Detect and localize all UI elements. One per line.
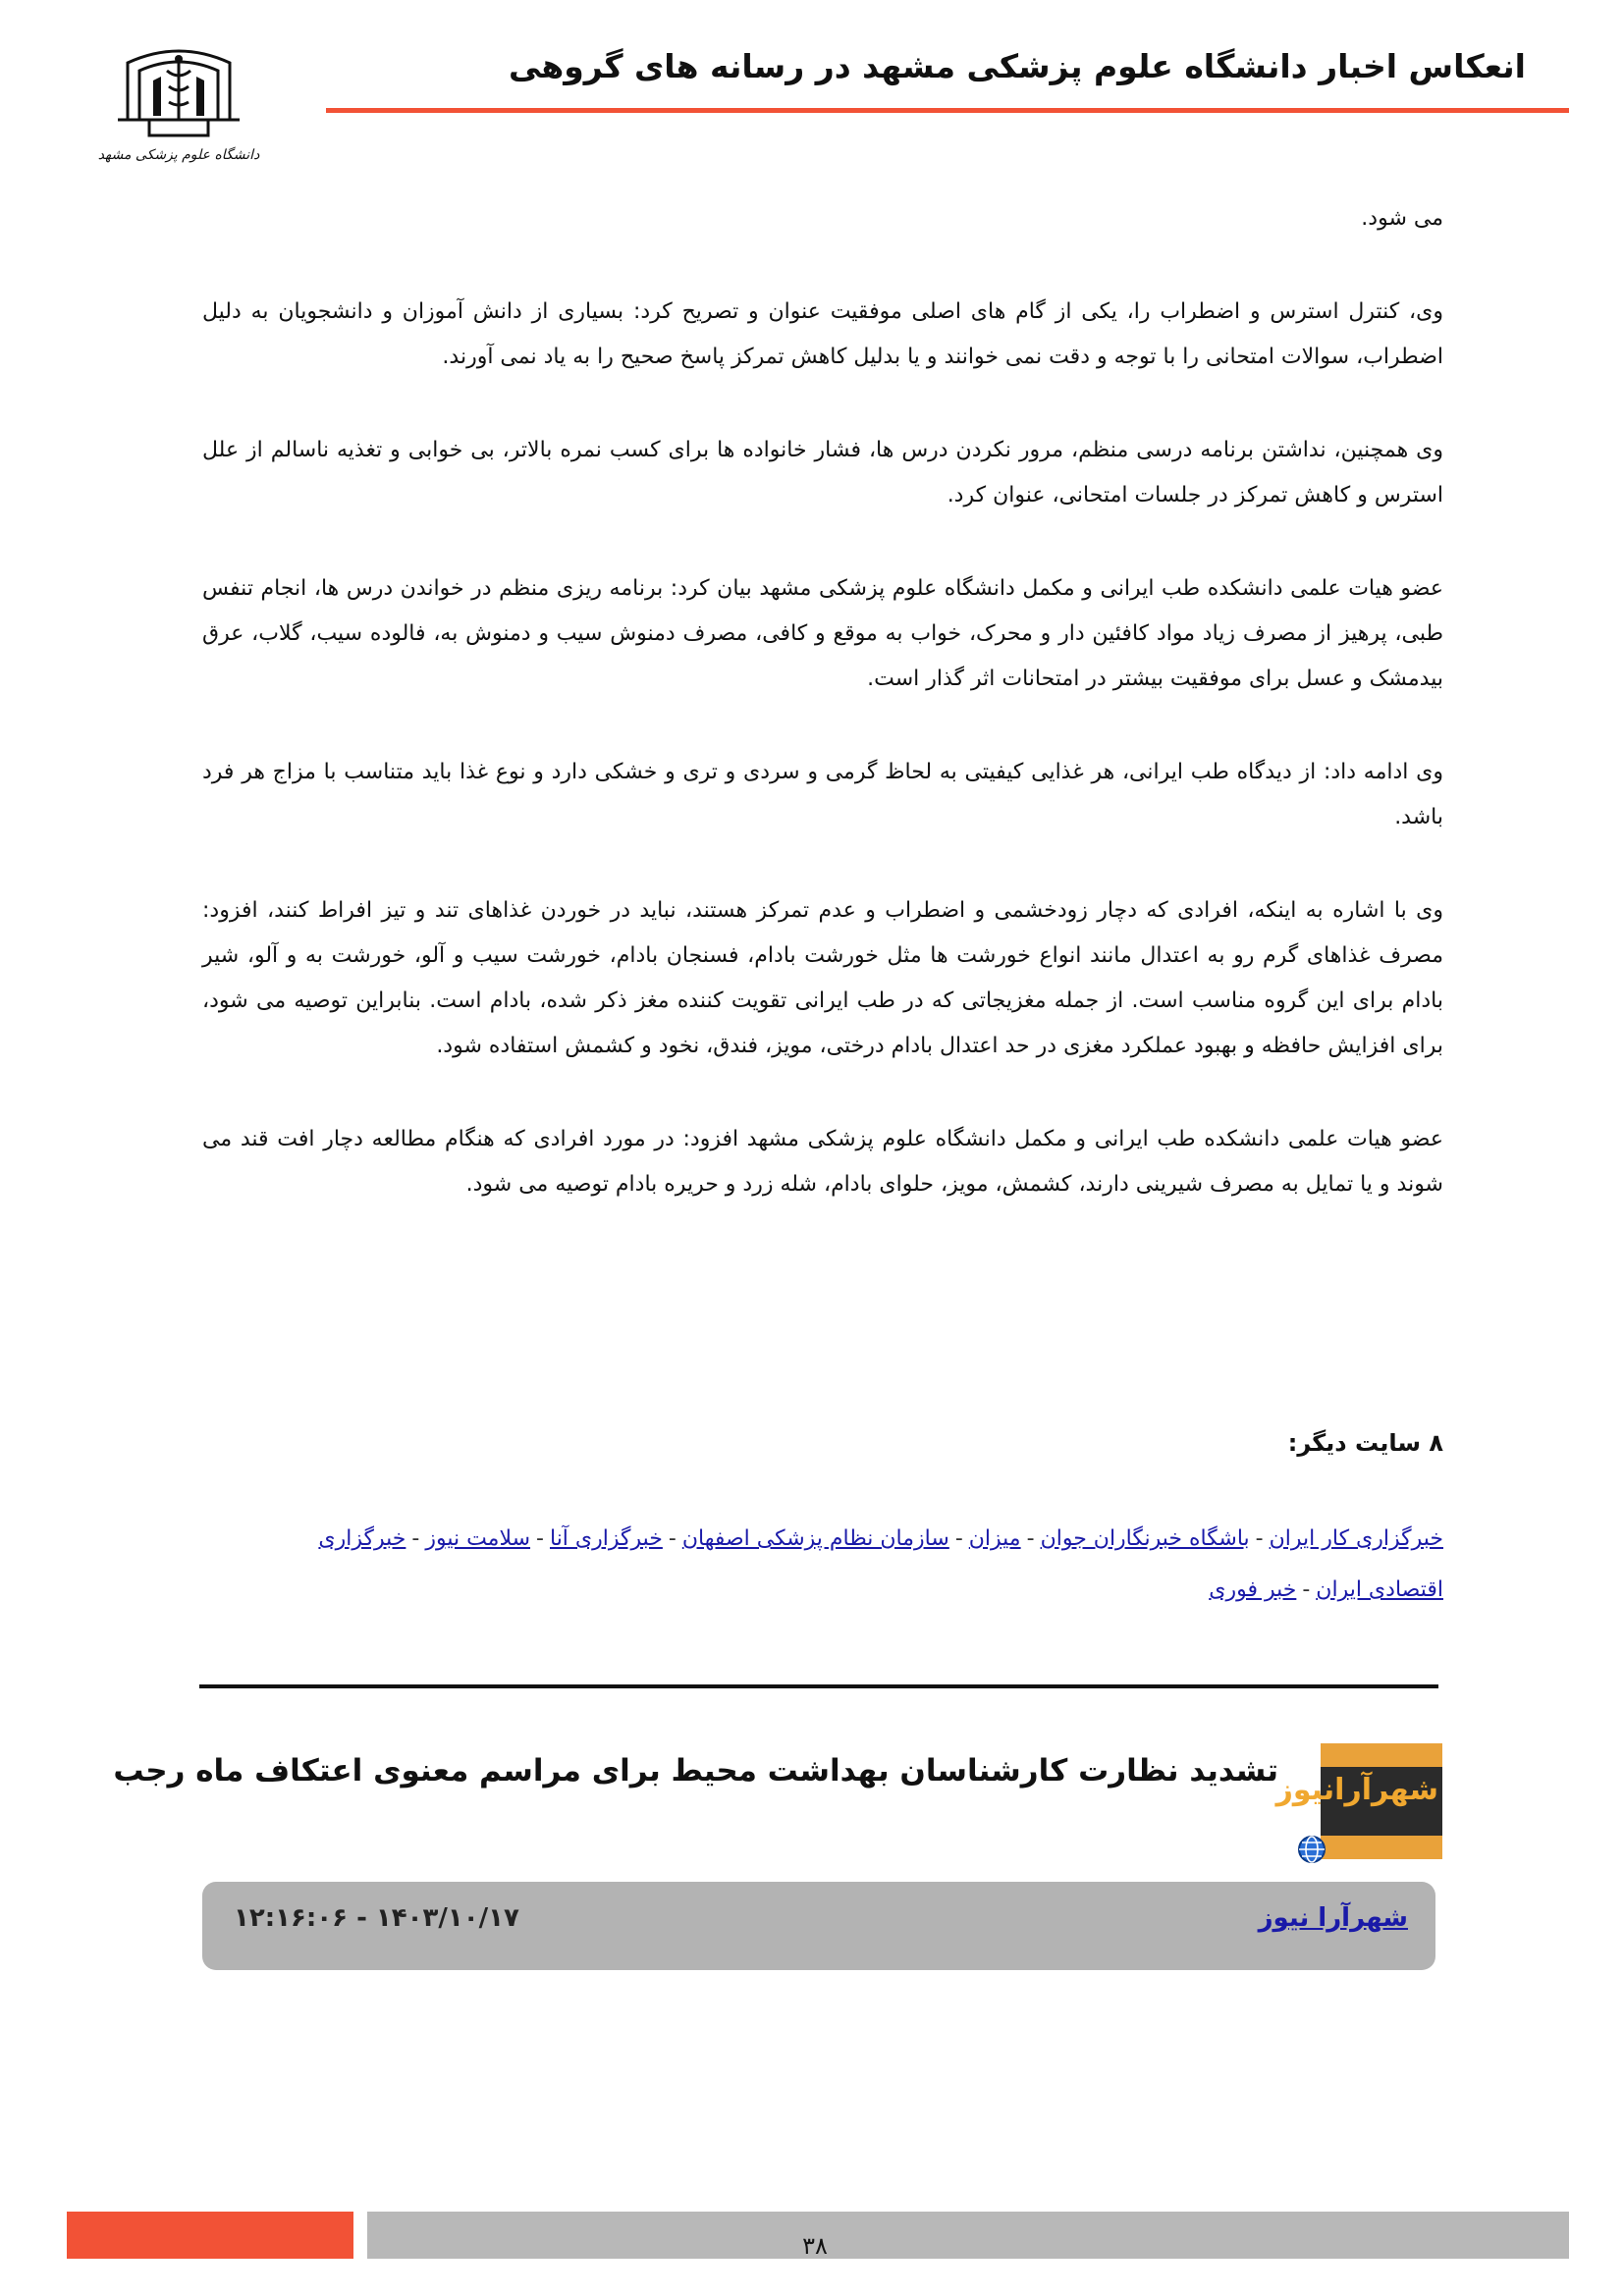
article-paragraph: وی، کنترل استرس و اضطراب را، یکی از گام های اصلی موفقیت عنوان و تصریح کرد: بسیاری از دانش آموزان و دانشجویان به دلیل اضطراب، سوالات امتحانی را با توجه و دقت نمی خوانند و یا بدلیل کاهش تمرکز پاسخ صحیح را به یاد نمی آورند. xyxy=(202,299,1443,369)
news-source-link[interactable]: شهرآرا نیوز xyxy=(1258,1903,1408,1933)
article-paragraph: وی همچنین، نداشتن برنامه درسی منظم، مرور نکردن درس ها، فشار خانواده ها برای کسب نمره بالاتر، بی خوابی و تغذیه ناسالم از علل استرس و کاهش تمرکز در جلسات امتحانی، عنوان کرد. xyxy=(202,438,1443,507)
footer-gray-bar xyxy=(367,2212,1569,2259)
link-separator: - xyxy=(1026,1526,1035,1551)
site-link[interactable]: خبرگزاری آنا xyxy=(549,1526,663,1551)
article-paragraph: عضو هیات علمی دانشکده طب ایرانی و مکمل دانشگاه علوم پزشکی مشهد افزود: در مورد افرادی که هنگام مطالعه دچار افت قند می شوند و یا تمایل به مصرف شیرینی دارند، کشمش، مویز، حلوای بادام، شله زرد و حریره بادام توصیه می شود. xyxy=(202,1127,1443,1197)
site-link[interactable]: خبرگزاری اقتصادی ایران xyxy=(318,1526,1443,1602)
globe-icon xyxy=(1296,1834,1327,1865)
article-body xyxy=(202,196,1443,1255)
article-paragraph: وی با اشاره به اینکه، افرادی که دچار زودخشمی و اضطراب و عدم تمرکز هستند، نباید در خوردن غذاهای تند و تیز افراط کنند، افزود: مصرف غذاهای گرم رو به اعتدال مانند انواع خورشت ها مثل خورشت بادام، فسنجان بادام، خورشت سیب و آلو، خورشت به و آلو، شیر بادام برای این گروه مناسب است. از جمله مغزیجاتی که در طب ایرانی تقویت کننده مغز ذکر شده، بادام است. بنابراین توصیه می شود، برای افزایش حافظه و بهبود عملکرد مغزی در حد اعتدال بادام درختی، مویز، فندق، نخود و کشمش استفاده شود. xyxy=(202,898,1443,1058)
site-link[interactable]: سلامت نیوز xyxy=(425,1526,531,1551)
article-paragraph: عضو هیات علمی دانشکده طب ایرانی و مکمل دانشگاه علوم پزشکی مشهد بیان کرد: برنامه ریزی منظم در خواندن درس ها، انجام تنفس طبی، پرهیز از مصرف زیاد مواد کافئین دار و محرک، خواب به موقع و کافی، مصرف دمنوش سیب و دمنوش به، فالوده سیب، گلاب، عرق بیدمشک و عسل برای موفقیت بیشتر در امتحانات اثر گذار است. xyxy=(202,576,1443,691)
link-separator: - xyxy=(1255,1526,1264,1551)
link-separator: - xyxy=(536,1526,544,1551)
section-divider xyxy=(199,1684,1438,1688)
university-logo-caption: دانشگاه علوم پزشکی مشهد xyxy=(97,147,260,163)
page-number: ۳۸ xyxy=(802,2232,828,2260)
site-link[interactable]: خبرگزاری کار ایران xyxy=(1269,1526,1443,1551)
news-info-bar xyxy=(202,1882,1435,1970)
link-separator: - xyxy=(1302,1577,1311,1602)
news-item-title: تشدید نظارت کارشناسان بهداشت محیط برای مراسم معنوی اعتکاف ماه رجب xyxy=(113,1753,1278,1789)
news-source-logo xyxy=(1275,1743,1442,1859)
site-link[interactable]: باشگاه خبرنگاران جوان xyxy=(1040,1526,1250,1551)
site-link[interactable]: سازمان نظام پزشکی اصفهان xyxy=(681,1526,949,1551)
other-sites-links xyxy=(245,1514,1443,1616)
footer-red-bar xyxy=(67,2212,353,2259)
site-link[interactable]: خبر فوری xyxy=(1209,1577,1297,1602)
header-divider xyxy=(326,108,1569,113)
news-logo-text: شهرآرانیوز xyxy=(1275,1773,1438,1807)
article-paragraph: وی ادامه داد: از دیدگاه طب ایرانی، هر غذایی کیفیتی به لحاظ گرمی و سردی و تری و خشکی دارد و نوع غذا باید متناسب با مزاج هر فرد باشد. xyxy=(202,760,1443,829)
news-datetime: ۱۴۰۳/۱۰/۱۷ - ۱۲:۱۶:۰۶ xyxy=(234,1903,519,1933)
site-link[interactable]: میزان xyxy=(968,1526,1021,1551)
article-paragraph: می شود. xyxy=(1361,206,1443,231)
link-separator: - xyxy=(411,1526,420,1551)
page-header-title: انعکاس اخبار دانشگاه علوم پزشکی مشهد در رسانه های گروهی xyxy=(509,47,1526,85)
other-sites-heading: ۸ سایت دیگر: xyxy=(1287,1429,1443,1457)
link-separator: - xyxy=(668,1526,677,1551)
link-separator: - xyxy=(954,1526,963,1551)
university-logo xyxy=(97,41,260,171)
